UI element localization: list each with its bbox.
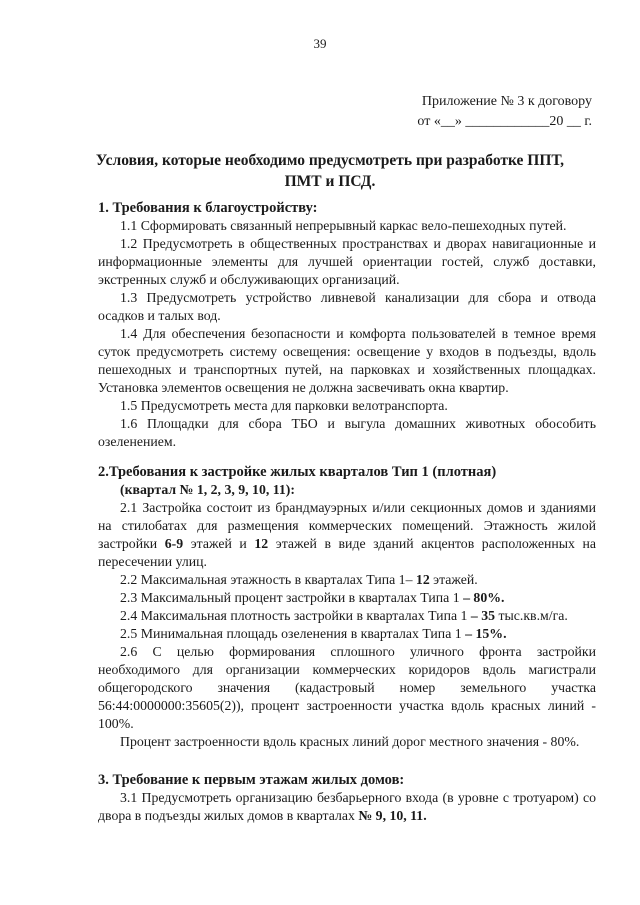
item-2-3	[98, 589, 596, 607]
item-2-1-floors-accent: 12	[254, 536, 269, 551]
section-1-heading: 1. Требования к благоустройству:	[98, 200, 318, 216]
item-2-4-value: – 35	[470, 608, 496, 623]
item-3-1-quarters: № 9, 10, 11.	[358, 808, 427, 823]
document-title	[80, 150, 580, 192]
spacer	[98, 751, 596, 771]
item-1-6: 1.6 Площадки для сбора ТБО и выгула домашних животных обособить озеленением.	[98, 416, 596, 449]
item-1-1: 1.1 Сформировать связанный непрерывный каркас вело-пешеходных путей.	[120, 218, 567, 233]
item-1-4: 1.4 Для обеспечения безопасности и комфорта пользователей в темное время суток предусмотреть систему освещения: освещение у входов в подъезды, вдоль пешеходных и транспортных путей, на парковках и хозяйственных площадках. Установка элементов освещения не должна засвечивать окна квартир.	[98, 326, 596, 395]
spacer	[98, 451, 596, 463]
appendix-line-1: Приложение № 3 к договору	[421, 94, 592, 109]
item-2-2-text: 2.2 Максимальная этажность в кварталах Типа 1–	[120, 572, 416, 587]
item-1-3: 1.3 Предусмотреть устройство ливневой канализации для сбора и отвода осадков и талых вод.	[98, 290, 596, 323]
item-2-3-text: 2.3 Максимальный процент застройки в кварталах Типа 1	[120, 590, 464, 605]
item-1-2: 1.2 Предусмотреть в общественных пространствах и дворах навигационные и информационные элементы для лучшей ориентации гостей, служб доставки, экстренных служб и обслуживающих организаций.	[98, 236, 596, 287]
document-body	[98, 199, 596, 825]
item-2-1-floors-range: 6-9	[164, 536, 184, 551]
item-2-1-text-a: 2.1 Застройка состоит из брандмауэрных и/или секционных домов и зданиями на стилобатах для размещения коммерческих помещений. Этажность жилой застройки	[98, 500, 596, 551]
page-number: 39	[313, 36, 327, 51]
item-2-3-value: – 80%.	[463, 590, 505, 605]
item-2-5-text: 2.5 Минимальная площадь озеленения в кварталах Типа 1	[120, 626, 466, 641]
appendix-line-2: от «__» ____________20 __ г.	[417, 114, 592, 129]
item-2-1-text-c: этажей в виде зданий акцентов расположенных на пересечении улиц.	[98, 536, 596, 569]
section-2-note: Процент застроенности вдоль красных линий дорог местного значения - 80%.	[120, 734, 580, 749]
section-2-subheading: (квартал № 1, 2, 3, 9, 10, 11):	[120, 482, 295, 497]
item-2-2-value: 12	[415, 572, 430, 587]
item-2-4-tail: тыс.кв.м/га.	[495, 608, 568, 623]
item-3-1-text: 3.1 Предусмотреть организацию безбарьерного входа (в уровне с тротуаром) со двора в подъезды жилых домов в кварталах	[98, 790, 596, 823]
section-3-heading: 3. Требование к первым этажам жилых домов:	[98, 772, 405, 788]
title-line-1: Условия, которые необходимо предусмотреть при разработке ППТ,	[95, 152, 565, 169]
item-2-1-text-b: этажей и	[183, 536, 255, 551]
title-line-2: ПМТ и ПСД.	[284, 173, 376, 190]
item-2-2-tail: этажей.	[429, 572, 478, 587]
item-2-5	[98, 625, 596, 643]
item-3-1	[98, 789, 596, 825]
item-2-4	[98, 607, 596, 625]
item-2-4-text: 2.4 Максимальная плотность застройки в кварталах Типа 1	[120, 608, 471, 623]
item-2-5-value: – 15%.	[465, 626, 507, 641]
appendix-note	[342, 92, 592, 132]
item-2-2	[98, 571, 596, 589]
item-2-1	[98, 499, 596, 571]
section-2-heading: 2.Требования к застройке жилых кварталов Тип 1 (плотная)	[98, 464, 497, 480]
item-2-6: 2.6 С целью формирования сплошного уличного фронта застройки необходимого для организации коммерческих коридоров вдоль магистрали общегородского значения (кадастровый номер земельного участка 56:44:0000000:35605(2)), процент застроенности участка вдоль красных линий - 100%.	[98, 644, 596, 731]
item-1-5: 1.5 Предусмотреть места для парковки велотранспорта.	[120, 398, 448, 413]
